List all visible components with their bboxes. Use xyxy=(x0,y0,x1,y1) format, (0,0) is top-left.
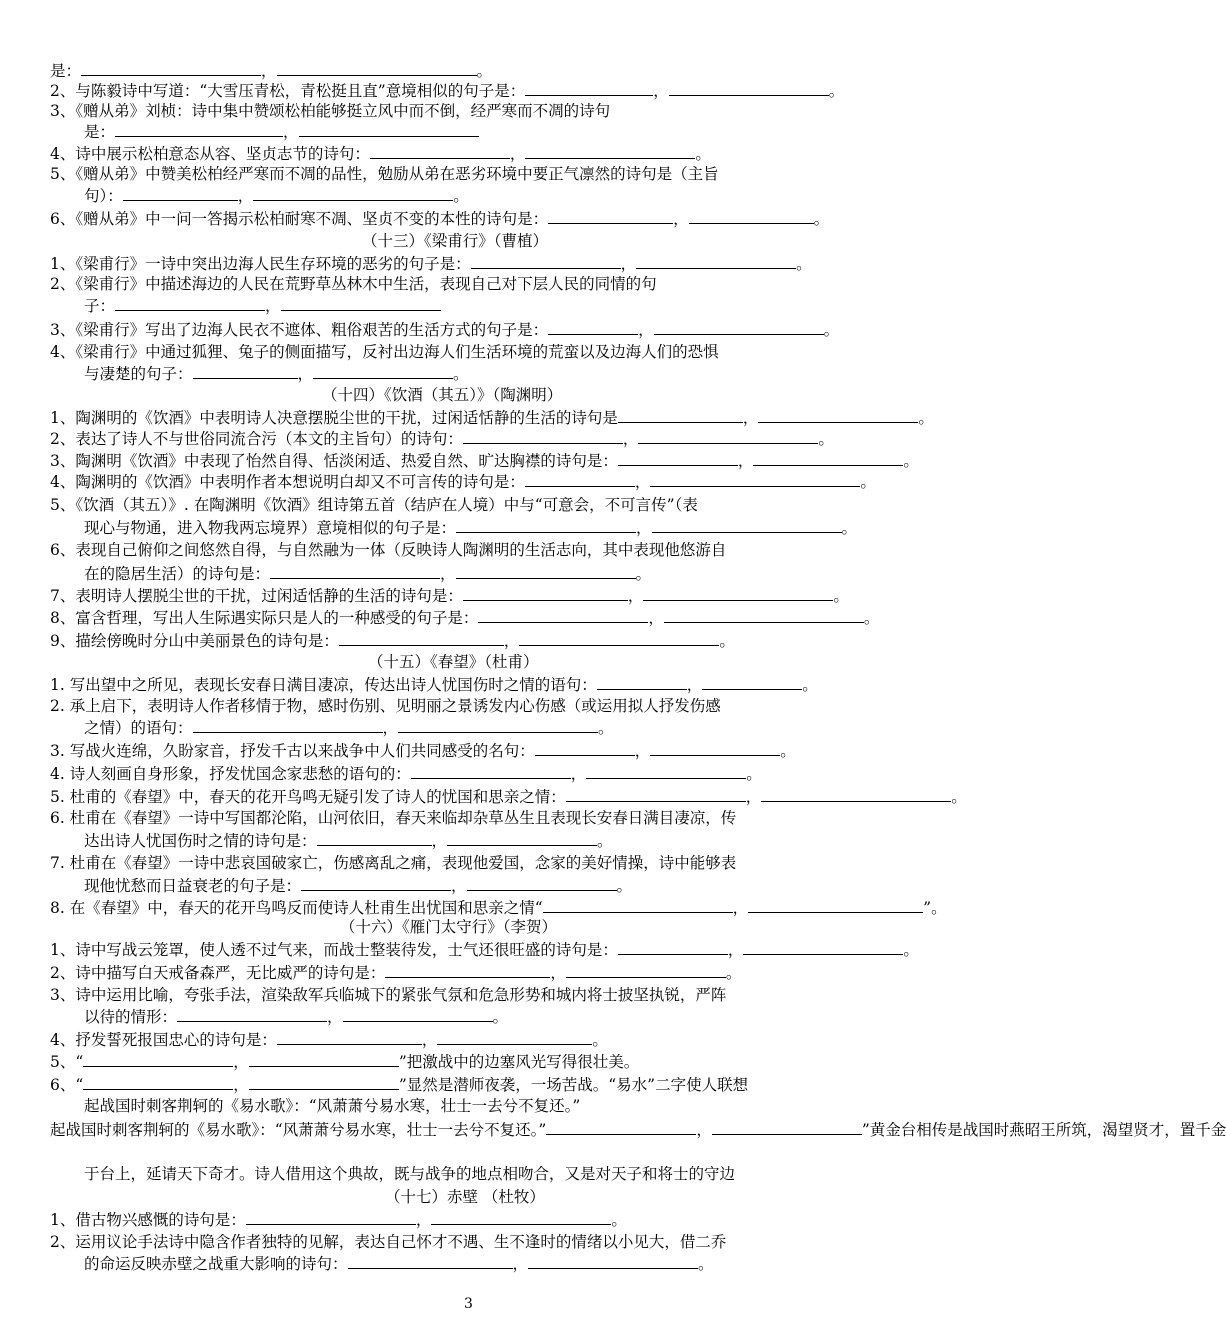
answer-blank[interactable] xyxy=(317,830,432,846)
question-line xyxy=(50,786,967,807)
punctuation: ， xyxy=(622,430,639,448)
punctuation: ， xyxy=(382,719,399,737)
section-heading: （十七）赤壁 （杜牧） xyxy=(385,1188,545,1206)
question-line xyxy=(50,763,762,784)
punctuation: 。 xyxy=(828,82,845,100)
question-tail: ”显然是潜师夜袭，一场苦战。“易水”二字使人联想 xyxy=(398,1076,749,1094)
punctuation: ， xyxy=(686,676,703,694)
punctuation: ， xyxy=(636,519,652,537)
answer-blank[interactable] xyxy=(398,717,598,733)
answer-blank[interactable] xyxy=(758,407,918,423)
question-line xyxy=(50,428,834,449)
answer-blank[interactable] xyxy=(348,1253,513,1269)
question-text: 1、陶渊明的《饮酒》中表明诗人决意摆脱尘世的干扰，过闲适恬静的生活的诗句是 xyxy=(50,409,618,427)
question-line xyxy=(50,630,735,651)
question-text: 7. 杜甫在《春望》一诗中悲哀国破家亡，伤感离乱之痛，表现他爱国，念家的美好情操，诗中能够表 xyxy=(50,854,737,872)
punctuation: ， xyxy=(237,187,254,205)
punctuation: ， xyxy=(745,788,762,806)
question-text: 1、诗中写战云笼罩，使人透不过气来，而战士整装待发，士气还很旺盛的诗句是： xyxy=(50,941,618,959)
answer-blank[interactable] xyxy=(313,363,453,379)
question-text: 的命运反映赤壁之战重大影响的诗句： xyxy=(84,1255,348,1273)
question-line xyxy=(84,1096,580,1116)
answer-blank[interactable] xyxy=(689,208,814,224)
question-line xyxy=(84,363,469,384)
answer-blank[interactable] xyxy=(748,897,923,913)
answer-blank[interactable] xyxy=(463,585,628,601)
punctuation: ， xyxy=(727,941,744,959)
question-text: 1、借古物兴感慨的诗句是： xyxy=(50,1211,246,1229)
question-line xyxy=(50,164,719,184)
punctuation: ， xyxy=(415,1211,432,1229)
punctuation: ， xyxy=(327,1008,343,1026)
question-text: 8. 在《春望》中，春天的花开鸟鸣反而使诗人杜甫生出忧国和思亲之情“ xyxy=(50,899,543,917)
question-text: 4、陶渊明的《饮酒》中表明作者本想说明白却又不可言传的诗句是： xyxy=(50,473,525,491)
question-text: 于台上，延请天下奇才。诗人借用这个典故，既与战争的地点相吻合，又是对天子和将士的守边 xyxy=(84,1165,736,1183)
punctuation: ， xyxy=(451,877,467,895)
question-line xyxy=(84,830,613,851)
punctuation: 。 xyxy=(695,145,711,163)
question-line xyxy=(50,407,934,428)
question-line xyxy=(50,208,829,229)
question-line xyxy=(84,185,469,206)
question-text: 4、抒发誓死报国忠心的诗句是： xyxy=(50,1031,277,1049)
punctuation: 。 xyxy=(813,210,830,228)
punctuation: ， xyxy=(233,1076,249,1094)
question-text: 现他忧愁而日益衰老的句子是： xyxy=(84,877,302,895)
question-text: 之情）的语句： xyxy=(84,719,193,737)
question-text: 是： xyxy=(84,123,116,141)
punctuation: 。 xyxy=(492,1008,509,1026)
punctuation: 。 xyxy=(863,609,880,627)
question-text: 1、《梁甫行》一诗中突出边海人民生存环境的恶劣的句子是： xyxy=(50,255,471,273)
question-line xyxy=(50,939,919,960)
question-text: 5、《赠从弟》中赞美松柏经严寒而不凋的品性，勉励从弟在恶劣环境中要正气凛然的诗句是（主旨 xyxy=(50,165,719,183)
answer-blank[interactable] xyxy=(638,428,818,444)
question-line xyxy=(50,696,721,716)
question-line xyxy=(50,540,726,560)
question-text: 3. 写战火连绵，久盼家音，抒发千古以来战争中人们共同感受的名句： xyxy=(50,742,535,760)
answer-blank[interactable] xyxy=(743,939,903,955)
punctuation: ， xyxy=(265,297,281,315)
punctuation: 。 xyxy=(841,519,858,537)
answer-blank[interactable] xyxy=(618,450,738,466)
answer-blank[interactable] xyxy=(546,1119,696,1135)
question-line xyxy=(50,585,849,606)
answer-blank[interactable] xyxy=(115,121,283,137)
punctuation: 。 xyxy=(796,255,812,273)
punctuation: 。 xyxy=(719,632,735,650)
answer-blank[interactable] xyxy=(761,786,951,802)
question-line xyxy=(50,495,698,515)
answer-blank[interactable] xyxy=(566,786,746,802)
quote-question-line xyxy=(50,1119,1226,1140)
punctuation: ， xyxy=(509,145,526,163)
question-text: 在的隐居生活）的诗句是： xyxy=(84,565,271,583)
question-text: 2. 承上启下，表明诗人作者移情于物，感时伤别、见明丽之景诱发内心伤感（或运用拟人抒发伤感 xyxy=(50,697,721,715)
question-line xyxy=(50,143,711,164)
section-heading: （十三）《梁甫行》（曹植） xyxy=(362,232,549,250)
answer-blank[interactable] xyxy=(669,80,829,96)
punctuation: 。 xyxy=(611,1211,627,1229)
answer-blank[interactable] xyxy=(299,121,479,137)
answer-blank[interactable] xyxy=(83,1074,233,1090)
answer-blank[interactable] xyxy=(548,208,673,224)
question-text: 4、诗中展示松柏意态从容、坚贞志节的诗句： xyxy=(50,145,370,163)
punctuation: ， xyxy=(512,1255,529,1273)
punctuation: 。 xyxy=(598,719,614,737)
punctuation: ， xyxy=(620,255,637,273)
question-text: 3、《梁甫行》写出了边海人民衣不遮体、粗俗艰苦的生活方式的句子是： xyxy=(50,321,549,339)
punctuation: ， xyxy=(634,473,651,491)
punctuation: ， xyxy=(732,899,749,917)
section-heading: （十五）《春望》（杜甫） xyxy=(368,653,539,671)
punctuation: 。 xyxy=(802,676,818,694)
punctuation: 。 xyxy=(860,473,876,491)
question-line xyxy=(50,80,844,101)
question-line xyxy=(50,342,719,362)
punctuation: ， xyxy=(233,1053,249,1071)
answer-blank[interactable] xyxy=(525,471,635,487)
question-text: 是： xyxy=(50,62,82,80)
question-line xyxy=(84,563,651,584)
answer-blank[interactable] xyxy=(249,1051,399,1067)
answer-blank[interactable] xyxy=(702,674,802,690)
punctuation: 。 xyxy=(616,877,633,895)
page-number: 3 xyxy=(464,1296,473,1312)
punctuation: ， xyxy=(261,62,277,80)
section-heading: （十六）《雁门太守行》（李贺） xyxy=(340,918,558,936)
answer-blank[interactable] xyxy=(253,185,453,201)
question-line xyxy=(50,1209,627,1230)
punctuation: 。 xyxy=(476,62,493,80)
answer-blank[interactable] xyxy=(339,630,504,646)
answer-blank[interactable] xyxy=(277,1029,422,1045)
answer-blank[interactable] xyxy=(123,185,238,201)
answer-blank[interactable] xyxy=(636,253,796,269)
question-line xyxy=(84,1253,714,1274)
answer-blank[interactable] xyxy=(270,563,440,579)
question-text: 3、陶渊明《饮酒》中表现了怡然自得、恬淡闲适、热爱自然、旷达胸襟的诗句是： xyxy=(50,452,618,470)
answer-blank[interactable] xyxy=(478,607,648,623)
punctuation: ， xyxy=(283,123,299,141)
answer-blank[interactable] xyxy=(467,875,617,891)
punctuation: ， xyxy=(638,321,654,339)
answer-blank[interactable] xyxy=(277,60,477,76)
answer-blank[interactable] xyxy=(177,1006,327,1022)
question-line xyxy=(50,60,492,81)
question-text: 6、《赠从弟》中一问一答揭示松柏耐寒不凋、坚贞不变的本性的诗句是： xyxy=(50,210,549,228)
question-text: 6、表现自己俯仰之间悠然自得，与自然融为一体（反映诗人陶渊明的生活志向，其中表现他悠游自 xyxy=(50,541,727,559)
punctuation: ， xyxy=(742,409,759,427)
answer-blank[interactable] xyxy=(83,1051,233,1067)
punctuation: ， xyxy=(431,832,448,850)
answer-blank[interactable] xyxy=(456,563,636,579)
answer-blank[interactable] xyxy=(654,319,824,335)
punctuation: 。 xyxy=(903,941,919,959)
question-line xyxy=(50,985,726,1005)
question-line xyxy=(50,471,876,492)
answer-blank[interactable] xyxy=(618,407,743,423)
question-text: 6. 杜甫在《春望》一诗中写国都沦陷，山河依旧，春天来临却杂草丛生且表现长安春日满目凄凉，传 xyxy=(50,809,737,827)
punctuation: ， xyxy=(297,365,314,383)
question-line xyxy=(84,121,479,142)
question-line xyxy=(50,101,610,121)
answer-blank[interactable] xyxy=(548,319,638,335)
question-line xyxy=(84,1164,735,1184)
question-line xyxy=(84,295,441,316)
question-text: 9、描绘傍晚时分山中美丽景色的诗句是： xyxy=(50,632,339,650)
question-line xyxy=(50,253,812,274)
answer-blank[interactable] xyxy=(519,630,719,646)
punctuation: ， xyxy=(737,452,754,470)
punctuation: 。 xyxy=(698,1255,714,1273)
answer-blank[interactable] xyxy=(193,717,383,733)
answer-blank[interactable] xyxy=(437,1029,592,1045)
punctuation: 。 xyxy=(592,1031,608,1049)
punctuation: 。 xyxy=(453,365,469,383)
punctuation: 。 xyxy=(918,409,934,427)
question-text: 起战国时刺客荆轲的《易水歌》：“风萧萧兮易水寒，壮士一去兮不复还。” xyxy=(50,1121,547,1139)
question-text: 3、《赠从弟》刘桢：诗中集中赞颂松柏能够挺立风中而不倒，经严寒而不凋的诗句 xyxy=(50,102,611,120)
punctuation: 。 xyxy=(818,430,834,448)
question-text: 现心与物通，进入物我两忘境界）意境相似的句子是： xyxy=(84,519,457,537)
answer-blank[interactable] xyxy=(281,295,441,311)
question-line xyxy=(50,740,796,761)
answer-blank[interactable] xyxy=(249,1074,399,1090)
question-line xyxy=(84,875,632,896)
punctuation: 。 xyxy=(903,452,919,470)
question-text: 2、运用议论手法诗中隐含作者独特的见解，表达自己怀才不遇、生不逢时的情绪以小见大，借二乔 xyxy=(50,1233,727,1251)
question-text: 5、《饮酒（其五）》. 在陶渊明《饮酒》组诗第五首（结庐在人境）中与“可意会，不可言传”（表 xyxy=(50,496,698,514)
question-text: 8、富含哲理，写出人生际遇实际只是人的一种感受的句子是： xyxy=(50,609,479,627)
answer-blank[interactable] xyxy=(528,1253,698,1269)
question-text: 句）： xyxy=(84,187,123,205)
answer-blank[interactable] xyxy=(753,450,903,466)
punctuation: 。 xyxy=(453,187,469,205)
question-line xyxy=(50,450,919,471)
answer-blank[interactable] xyxy=(618,939,728,955)
answer-blank[interactable] xyxy=(115,295,265,311)
answer-blank[interactable] xyxy=(712,1119,862,1135)
answer-blank[interactable] xyxy=(246,1209,416,1225)
punctuation: 。 xyxy=(597,832,613,850)
punctuation: 。 xyxy=(635,565,652,583)
answer-blank[interactable] xyxy=(535,740,635,756)
question-text: 以待的情形： xyxy=(84,1008,178,1026)
answer-blank[interactable] xyxy=(447,830,597,846)
question-text: 2、与陈毅诗中写道：“大雪压青松，青松挺且直”意境相似的句子是： xyxy=(50,82,526,100)
punctuation: ， xyxy=(696,1121,712,1139)
question-text: 达出诗人忧国伤时之情的诗句是： xyxy=(84,832,317,850)
punctuation: ， xyxy=(421,1031,438,1049)
answer-blank[interactable] xyxy=(431,1209,611,1225)
question-text: 与凄楚的句子： xyxy=(84,365,193,383)
answer-blank[interactable] xyxy=(652,517,842,533)
question-line xyxy=(50,1029,608,1050)
answer-blank[interactable] xyxy=(525,143,695,159)
question-line xyxy=(84,717,614,738)
answer-blank[interactable] xyxy=(566,962,726,978)
section-heading: （十四）《饮酒（其五）》（陶渊明） xyxy=(322,386,563,404)
answer-blank[interactable] xyxy=(343,1006,493,1022)
punctuation: ”。 xyxy=(923,899,947,917)
question-line xyxy=(50,674,818,695)
question-line xyxy=(50,962,741,983)
punctuation: 。 xyxy=(746,765,762,783)
question-line xyxy=(50,853,736,873)
question-line xyxy=(84,1006,508,1027)
answer-blank[interactable] xyxy=(411,763,571,779)
question-text: 子： xyxy=(84,297,116,315)
punctuation: ， xyxy=(634,742,651,760)
question-text: 4. 诗人刻画自身形象，抒发忧国念家悲愁的语句的： xyxy=(50,765,411,783)
punctuation: ， xyxy=(673,210,689,228)
punctuation: ， xyxy=(627,587,644,605)
question-text: 起战国时刺客荆轲的《易水歌》：“风萧萧兮易水寒，壮士一去兮不复还。” xyxy=(84,1097,581,1115)
answer-blank[interactable] xyxy=(586,763,746,779)
question-text: 4、《梁甫行》中通过狐狸、兔子的侧面描写，反衬出边海人们生活环境的荒蛮以及边海人们的恐惧 xyxy=(50,343,719,361)
answer-blank[interactable] xyxy=(664,607,864,623)
punctuation: 。 xyxy=(951,788,967,806)
question-tail: ”把激战中的边塞风光写得很壮美。 xyxy=(398,1053,640,1071)
answer-blank[interactable] xyxy=(597,674,687,690)
quote-question-line xyxy=(50,1074,748,1095)
answer-blank[interactable] xyxy=(301,875,451,891)
question-line xyxy=(50,607,879,628)
answer-blank[interactable] xyxy=(543,897,733,913)
question-line xyxy=(84,517,857,538)
answer-blank[interactable] xyxy=(456,517,636,533)
question-text: 2、表达了诗人不与世俗同流合污（本文的主旨句）的诗句： xyxy=(50,430,463,448)
punctuation: ， xyxy=(440,565,456,583)
punctuation: ， xyxy=(648,609,664,627)
question-text: 7、表明诗人摆脱尘世的干扰，过闲适恬静的生活的诗句是： xyxy=(50,587,463,605)
question-line xyxy=(50,274,657,294)
question-line xyxy=(50,808,736,828)
question-text: 5、“ xyxy=(50,1053,84,1071)
answer-blank[interactable] xyxy=(650,740,780,756)
question-line xyxy=(50,1232,726,1252)
question-text: 1. 写出望中之所见，表现长安春日满目凄凉，传达出诗人忧国伤时之情的语句： xyxy=(50,676,597,694)
punctuation: ， xyxy=(550,964,566,982)
answer-blank[interactable] xyxy=(81,60,261,76)
answer-blank[interactable] xyxy=(463,428,623,444)
punctuation: 。 xyxy=(780,742,796,760)
punctuation: 。 xyxy=(833,587,849,605)
answer-blank[interactable] xyxy=(525,80,653,96)
answer-blank[interactable] xyxy=(370,143,510,159)
question-text: 2、《梁甫行》中描述海边的人民在荒野草丛林木中生活，表现自己对下层人民的同情的句 xyxy=(50,275,657,293)
punctuation: ， xyxy=(570,765,587,783)
punctuation: ， xyxy=(653,82,669,100)
answer-blank[interactable] xyxy=(650,471,860,487)
question-line xyxy=(50,897,947,918)
answer-blank[interactable] xyxy=(471,253,621,269)
punctuation: ， xyxy=(503,632,520,650)
answer-blank[interactable] xyxy=(193,363,298,379)
answer-blank[interactable] xyxy=(385,962,550,978)
question-text: 3、诗中运用比喻，夸张手法，渲染敌军兵临城下的紧张气氛和危急形势和城内将士披坚执锐，严阵 xyxy=(50,986,727,1004)
question-text: 6、“ xyxy=(50,1076,84,1094)
question-text: 2、诗中描写白天戒备森严，无比威严的诗句是： xyxy=(50,964,386,982)
punctuation: 。 xyxy=(823,321,840,339)
quote-question-line xyxy=(50,1051,639,1072)
question-line xyxy=(50,319,839,340)
question-text: 5. 杜甫的《春望》中，春天的花开鸟鸣无疑引发了诗人的忧国和思亲之情： xyxy=(50,788,566,806)
question-tail: ”黄金台相传是战国时燕昭王所筑，渴望贤才，置千金 xyxy=(861,1121,1226,1139)
answer-blank[interactable] xyxy=(643,585,833,601)
punctuation: 。 xyxy=(725,964,742,982)
